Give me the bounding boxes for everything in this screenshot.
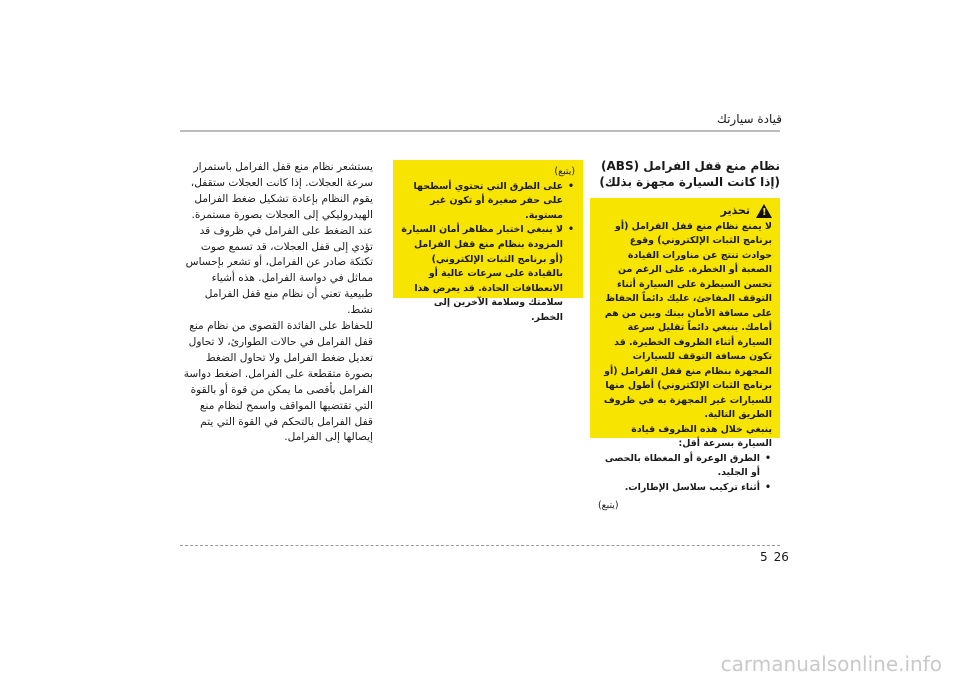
paragraph: عند الضغط على الفرامل في ظروف قد تؤدي إلى قفل العجلات، قد تسمع صوت تكتكة صادر عن الفرامل، أو تشعر بإحساس مماثل في دواسة الفرامل. هذه أشياء طبيعية تعني أن نظام منع قفل الفرامل نشط. (185, 224, 373, 317)
header-divider (180, 130, 780, 132)
continued-tag: (يتبع) (554, 166, 575, 177)
left-column (180, 160, 373, 446)
warning-body: لا يمنع نظام منع قفل الفرامل (أو برنامج الثبات الإلكتروني) وقوع حوادث تنتج عن مناورات القيادة الصعبة أو الخطرة. على الرغم من تحسن السيطرة على السيارة أثناء التوقف المفاجئ، عليك دائماً الحفاظ على مسافة الأمان بينك وبين من هم أمامك. ينبغي دائماً تقليل سرعة السيارة أثناء الظروف الخطيرة. قد تكون مسافة التوقف للسيارات المجهزة بنظام منع قفل الفرامل (أو برنامج الثبات الإلكتروني) أطول منها للسيارات غير المجهزة به في ظروف الطريق التالية. (603, 220, 772, 420)
continued-tag: (يتبع) (598, 500, 619, 511)
warning-list (598, 452, 772, 496)
list-item: • أثناء تركيب سلاسل الإطارات. (598, 481, 760, 496)
note-list (401, 180, 575, 326)
page-number-value: 26 (773, 550, 789, 564)
abs-title: نظام منع قفل الفرامل (ABS) (601, 159, 780, 173)
paragraph: يستشعر نظام منع قفل الفرامل باستمرار سرعة العجلات. إذا كانت العجلات ستقفل، يقوم النظام بإعادة تشكيل ضغط الفرامل الهيدروليكي إلى العجلات بصورة مستمرة. (190, 161, 373, 221)
list-item: • الطرق الوعرة أو المغطاة بالحصى أو الجليد. (598, 452, 760, 481)
abs-heading (590, 158, 780, 190)
warning-lead: ينبغي خلال هذه الظروف قيادة السيارة بسرعة أقل: (631, 423, 772, 449)
watermark: carmanualsonline.info (720, 652, 942, 676)
warning-label: تحذير (720, 204, 750, 217)
warning-box (590, 198, 780, 511)
warning-triangle-icon (756, 204, 772, 218)
list-item: • لا ينبغي اختبار مظاهر أمان السيارة المزودة بنظام منع قفل الفرامل (أو برنامج الثبات الإلكتروني) بالقيادة على سرعات عالية أو الانعطافات الحادة. قد يعرض هذا سلامتك وسلامة الآخرين إلى الخطر. (401, 223, 563, 325)
section-title: قيادة سيارتك (716, 112, 782, 126)
abs-subtitle: (إذا كانت السيارة مجهزة بذلك) (599, 175, 780, 189)
list-item: • على الطرق التي تحتوي أسطحها على حفر صغيرة أو تكون غير مستوية. (401, 180, 563, 224)
footer-divider (180, 545, 780, 546)
note-box (393, 160, 583, 323)
paragraph: للحفاظ على الفائدة القصوى من نظام منع قفل الفرامل في حالات الطوارئ، لا تحاول تعديل ضغط الفرامل ولا تحاول الضغط بصورة متقطعة على الفرامل. اضغط دواسة الفرامل بأقصى ما يمكن من قوة أو بالقوة التي تقتضيها المواقف واسمح لنظام منع قفل الفرامل بالتحكم في القوة التي يتم إيصالها إلى الفرامل. (183, 320, 373, 444)
warning-header (598, 204, 772, 219)
page-number (760, 550, 795, 564)
chapter-number: 5 (760, 550, 768, 564)
